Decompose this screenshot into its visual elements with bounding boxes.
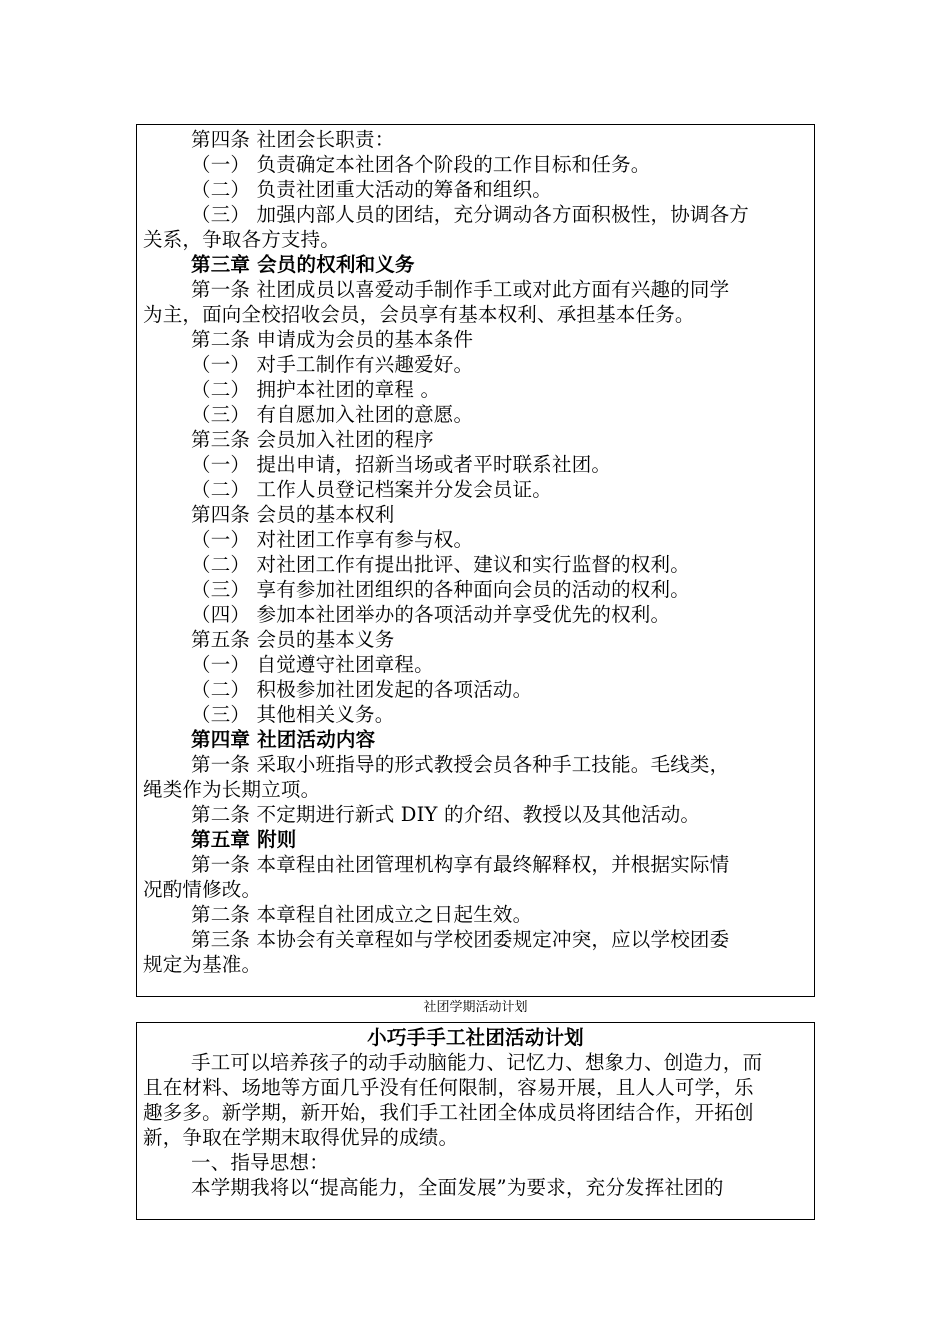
text-line: （一） 对手工制作有兴趣爱好。: [191, 353, 474, 376]
text-line: 第三条 会员加入社团的程序: [191, 428, 434, 451]
text-line: 第一条 采取小班指导的形式教授会员各种手工技能。毛线类，: [191, 753, 730, 776]
text-line: 第二条 本章程自社团成立之日起生效。: [191, 903, 533, 926]
text-line: 况酌情修改。: [143, 878, 262, 901]
text-line: （一） 自觉遵守社团章程。: [191, 653, 434, 676]
charter-text-box: [136, 124, 815, 997]
text-line: 第一条 本章程由社团管理机构享有最终解释权，并根据实际情: [191, 853, 730, 876]
text-line: 第四条 会员的基本权利: [191, 503, 395, 526]
text-line: 绳类作为长期立项。: [143, 778, 321, 801]
text-line: 第五条 会员的基本义务: [191, 628, 395, 651]
text-line: （二） 积极参加社团发起的各项活动。: [191, 678, 533, 701]
text-line: 关系，争取各方支持。: [143, 228, 341, 251]
text-line: 一、指导思想：: [191, 1151, 329, 1174]
text-line: 第四条 社团会长职责：: [191, 128, 395, 151]
text-line: 手工可以培养孩子的动手动脑能力、记忆力、想象力、创造力，而: [191, 1051, 763, 1074]
text-line: 本学期我将以“提高能力，全面发展”为要求，充分发挥社团的: [191, 1176, 724, 1199]
text-line: （二） 工作人员登记档案并分发会员证。: [191, 478, 552, 501]
text-line: （二） 负责社团重大活动的筹备和组织。: [191, 178, 552, 201]
text-line: 为主，面向全校招收会员，会员享有基本权利、承担基本任务。: [143, 303, 695, 326]
text-line: （三） 有自愿加入社团的意愿。: [191, 403, 474, 426]
text-line: 趣多多。新学期，新开始，我们手工社团全体成员将团结合作，开拓创: [143, 1101, 754, 1124]
text-line: （三） 其他相关义务。: [191, 703, 395, 726]
text-line: （三） 加强内部人员的团结，充分调动各方面积极性，协调各方: [191, 203, 749, 226]
text-line: 第一条 社团成员以喜爱动手制作手工或对此方面有兴趣的同学: [191, 278, 730, 301]
text-line: 第二条 申请成为会员的基本条件: [191, 328, 474, 351]
text-line: （三） 享有参加社团组织的各种面向会员的活动的权利。: [191, 578, 690, 601]
text-line: 新，争取在学期末取得优异的成绩。: [143, 1126, 459, 1149]
text-line: 第二条 不定期进行新式 DIY 的介绍、教授以及其他活动。: [191, 803, 701, 826]
plan-title: 小巧手手工社团活动计划: [367, 1026, 584, 1049]
text-line: 第四章 社团活动内容: [191, 728, 376, 751]
text-line: 且在材料、场地等方面几乎没有任何限制，容易开展，且人人可学，乐: [143, 1076, 754, 1099]
section-caption: 社团学期活动计划: [423, 1000, 528, 1015]
text-line: （一） 提出申请，招新当场或者平时联系社团。: [191, 453, 612, 476]
text-line: （二） 拥护本社团的章程 。: [191, 378, 441, 401]
activity-plan-box: [136, 1022, 815, 1220]
text-line: 规定为基准。: [143, 953, 262, 976]
text-line: （一） 对社团工作享有参与权。: [191, 528, 474, 551]
text-line: 第三条 本协会有关章程如与学校团委规定冲突，应以学校团委: [191, 928, 730, 951]
text-line: （二） 对社团工作有提出批评、建议和实行监督的权利。: [191, 553, 690, 576]
text-line: 第五章 附则: [191, 828, 297, 851]
text-line: （一） 负责确定本社团各个阶段的工作目标和任务。: [191, 153, 651, 176]
text-line: （四） 参加本社团举办的各项活动并享受优先的权利。: [191, 603, 671, 626]
text-line: 第三章 会员的权利和义务: [191, 253, 415, 276]
